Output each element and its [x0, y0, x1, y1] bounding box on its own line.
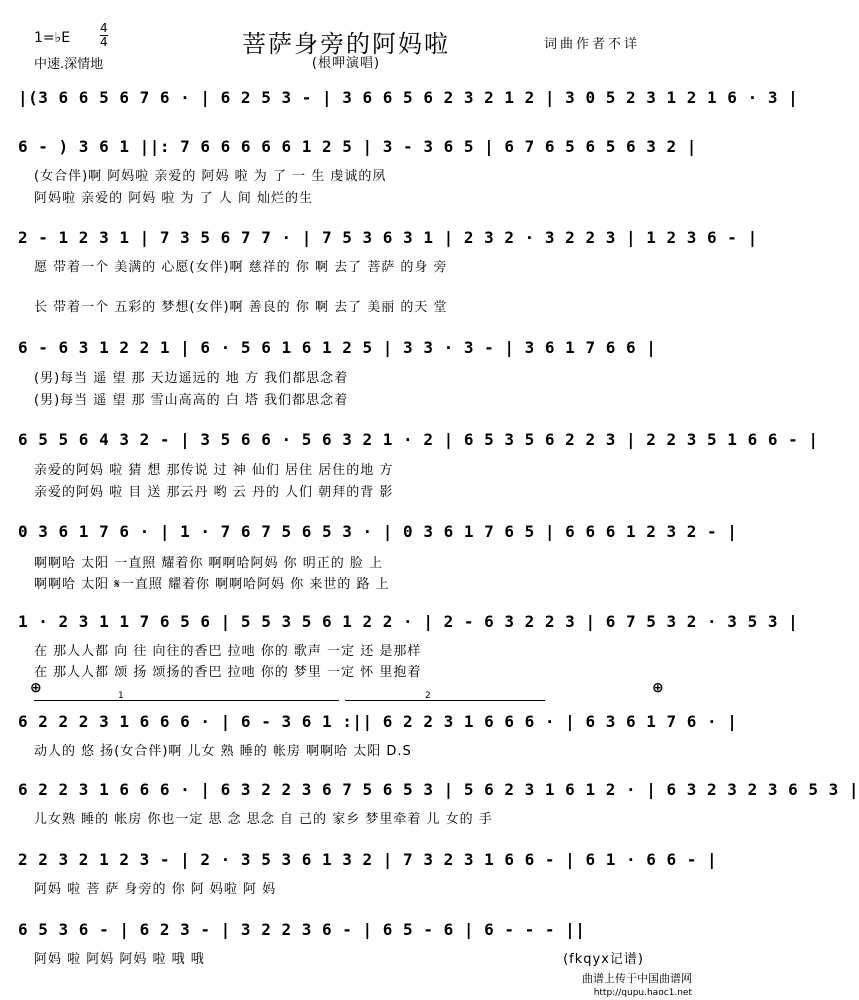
score-line-9: 6 2 2 3 1 6 6 6 · | 6 3 2 2 3 6 7 5 6 5 3 | 5 6 2 3 1 6 1 2 · | 6 3 2 3 2 3 6 5 3 | — [18, 780, 859, 799]
volta-2-label: 2 — [425, 691, 431, 701]
lyric-line-1: (女合伴)啊 阿妈啦 亲爱的 阿妈 啦 为 了 一 生 虔诚的夙 — [34, 169, 387, 184]
time-signature-bottom: 4 — [100, 35, 108, 49]
score-line-10: 2 2 3 2 1 2 3 - | 2 · 3 5 3 6 1 3 2 | 7 3 2 3 1 6 6 - | 6 1 · 6 6 - | — [18, 850, 718, 869]
score-line-6: 0 3 6 1 7 6 · | 1 · 7 6 7 5 6 5 3 · | 0 3 6 1 7 6 5 | 6 6 6 1 2 3 2 - | — [18, 522, 738, 541]
score-line-5: 6 5 5 6 4 3 2 - | 3 5 6 6 · 5 6 3 2 1 · 2 | 6 5 3 5 6 2 2 3 | 2 2 3 5 1 6 6 - | — [18, 430, 819, 449]
lyric-line-8: 亲爱的阿妈 啦 目 送 那云丹 哟 云 丹的 人们 朝拜的背 影 — [34, 485, 394, 500]
score-line-7: 1 · 2 3 1 1 7 6 5 6 | 5 5 3 5 6 1 2 2 · | 2 - 6 3 2 2 3 | 6 7 5 3 2 · 3 5 3 | — [18, 612, 799, 631]
footer-site-name: 曲谱上传于中国曲谱网 — [582, 972, 692, 985]
volta-1-line — [34, 700, 339, 701]
tempo-marking: 中速.深情地 — [34, 57, 104, 72]
volta-2-line — [345, 700, 545, 701]
score-line-3: 2 - 1 2 3 1 | 7 3 5 6 7 7 · | 7 5 3 6 3 1 | 2 3 2 · 3 2 2 3 | 1 2 3 6 - | — [18, 228, 758, 247]
score-line-11: 6 5 3 6 - | 6 2 3 - | 3 2 2 3 6 - | 6 5 - 6 | 6 - - - || — [18, 920, 586, 939]
key-signature: 1=♭E — [34, 30, 71, 46]
volta-1-label: 1 — [118, 691, 124, 701]
lyric-line-11: 在 那人人都 向 往 向往的香巴 拉吔 你的 歌声 一定 还 是那样 — [34, 644, 422, 659]
coda-sign-left: ⊕ — [30, 680, 42, 696]
lyric-line-5: (男)每当 遥 望 那 天边遥远的 地 方 我们都思念着 — [34, 371, 349, 386]
lyric-line-14: 儿女熟 睡的 帐房 你也一定 思 念 思念 自 己的 家乡 梦里牵着 儿 女的 手 — [34, 812, 493, 827]
footer-url[interactable]: http://qupu.haoc1.net — [593, 988, 692, 998]
lyric-line-7: 亲爱的阿妈 啦 猜 想 那传说 过 神 仙们 居住 居住的地 方 — [34, 463, 394, 478]
lyric-line-16: 阿妈 啦 阿妈 阿妈 啦 哦 哦 — [34, 952, 205, 967]
composer-credit: 词曲作者不详 — [543, 37, 640, 52]
lyric-line-2: 阿妈啦 亲爱的 阿妈 啦 为 了 人 间 灿烂的生 — [34, 191, 314, 206]
singer-credit: (根呷演唱) — [311, 56, 381, 71]
lyric-line-9: 啊啊哈 太阳 一直照 耀着你 啊啊哈阿妈 你 明正的 脸 上 — [34, 556, 384, 571]
lyric-line-3: 愿 带着一个 美满的 心愿(女伴)啊 慈祥的 你 啊 去了 菩萨 的身 旁 — [34, 260, 448, 275]
time-signature-top: 4 — [100, 21, 108, 35]
score-line-1: |(3 6 6 5 6 7 6 · | 6 2 5 3 - | 3 6 6 5 6 2 3 2 1 2 | 3 0 5 2 3 1 2 1 6 · 3 | — [18, 88, 799, 107]
score-line-4: 6 - 6 3 1 2 2 1 | 6 · 5 6 1 6 1 2 5 | 3 3 · 3 - | 3 6 1 7 6 6 | — [18, 338, 657, 357]
site-footer — [522, 972, 692, 1000]
lyric-line-4: 长 带着一个 五彩的 梦想(女伴)啊 善良的 你 啊 去了 美丽 的天 堂 — [34, 300, 448, 315]
lyric-line-10: 啊啊哈 太阳 𝄋一直照 耀着你 啊啊哈阿妈 你 来世的 路 上 — [34, 577, 390, 592]
score-line-8: 6 2 2 2 3 1 6 6 6 · | 6 - 3 6 1 :|| 6 2 2 3 1 6 6 6 · | 6 3 6 1 7 6 · | — [18, 712, 738, 731]
lyric-line-12: 在 那人人都 颂 扬 颂扬的香巴 拉吔 你的 梦里 一定 怀 里抱着 — [34, 665, 422, 680]
transcriber-signature: (fkqyx记谱) — [563, 952, 644, 967]
lyric-line-15: 阿妈 啦 菩 萨 身旁的 你 阿 妈啦 阿 妈 — [34, 882, 277, 897]
lyric-line-13: 动人的 悠 扬(女合伴)啊 儿女 熟 睡的 帐房 啊啊哈 太阳 D.S — [34, 744, 412, 759]
score-line-2: 6 - ) 3 6 1 ||: 7 6 6 6 6 6 1 2 5 | 3 - 3 6 5 | 6 7 6 5 6 5 6 3 2 | — [18, 137, 697, 156]
song-title: 菩萨身旁的阿妈啦 — [242, 30, 450, 58]
coda-sign-right: ⊕ — [652, 680, 664, 696]
lyric-line-6: (男)每当 遥 望 那 雪山高高的 白 塔 我们都思念着 — [34, 393, 349, 408]
